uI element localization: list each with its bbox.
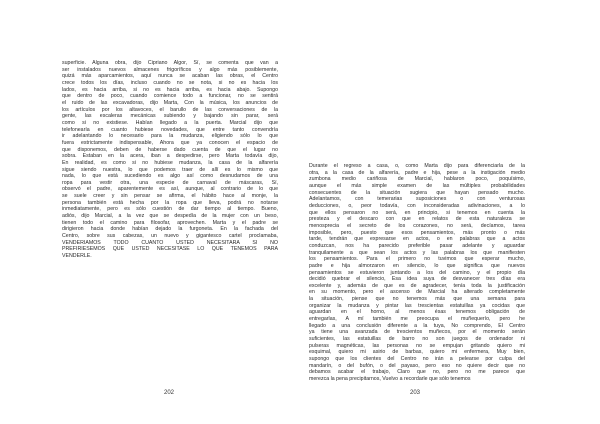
text-line: PREFIRIÉSEMOS QUE USTED NECESITASE LO QUE TENEMOS PARA: [62, 246, 278, 253]
text-line: lados, es hacia arriba, si no es hacia arriba, es hacia abajo. Supongo: [62, 86, 278, 93]
text-line: consecuentes de la situación sugiera que hayan pensado mucho.: [309, 189, 525, 196]
right-page: [300, 0, 600, 424]
text-line: observó el padre, aparentemente es así, aunque, al contrario de lo que: [62, 186, 278, 193]
text-line: los artículos por los altavoces, el barullo de las conversaciones de la: [62, 106, 278, 113]
text-line: nada, lo que está sucediendo es algo así como desnudarnos de una: [62, 173, 278, 180]
text-line: dirigieron hacia donde habían dejado la furgoneta. En la fachada del: [62, 226, 278, 233]
text-line: Centro, sobre sus cabezas, un nuevo y gigantesco cartel proclamaba,: [62, 233, 278, 240]
text-line: que dentro de poco, cuando comience todo a funcionar, no se sentirá: [62, 93, 278, 100]
text-line: la situación, piense que no tenemos más que una semana para: [309, 296, 525, 303]
text-line: quizá más aparcamientos, aquí nunca se acaban las obras, el Centro: [62, 73, 278, 80]
text-line: VENDERÍAMOS TODO CUANTO USTED NECESITARA SI NO: [62, 239, 278, 246]
text-line: Durante el regreso a casa, o, como Marta dijo para diferenciarla de la: [309, 163, 525, 169]
text-line: decidió quebrar el silencio, Esa idea suya de desvanecer tres días era: [309, 276, 525, 283]
text-line: conduzcan, nos ha parecido preferible pasar adelante y aguardar: [309, 242, 525, 249]
text-line: sobra. Estaban en la acera, iban a despedirse, pero Marta todavía dijo,: [62, 153, 278, 160]
right-page-text: [309, 163, 525, 383]
right-page-number: 203: [410, 390, 421, 396]
text-line: tranquilamente a que sean los actos y las palabras los que manifiesten: [309, 249, 525, 256]
text-line: suficientes, las estatuillas de barro no son juegos de ordenador ni: [309, 336, 525, 343]
text-line: se suele creer y sin pensar se afirma, el hábito hace al monje, la: [62, 193, 278, 200]
text-line: persona también está hecha por la ropa que lleva, podrá no notarse: [62, 199, 278, 206]
text-line: gente, las escaleras mecánicas subiendo y bajando sin parar, será: [62, 113, 278, 120]
text-line: organizar la mudanza y pintar las trescientas estatuillas ya cocidas que: [309, 302, 525, 309]
text-line: merezca la pena precipitarnos, Vuelvo a recordarle que sólo tenemos: [309, 376, 471, 382]
text-line: sigue siendo nuestra, lo que podemos traer de allí es lo mismo que: [62, 166, 278, 173]
text-line: llegado a una conclusión diferente a la tuya, No comprendo, El Centro: [309, 322, 525, 329]
text-line: otra, a la casa de la alfarería, padre e hija, pese a la instigación medio: [309, 169, 525, 176]
left-page-text: [62, 60, 278, 260]
text-line: fuera estrictamente indispensable, Ahora que ya conocen el espacio de: [62, 139, 278, 146]
text-line: ropa para vestir otra, una especie de carnaval de máscaras, Sí,: [62, 179, 278, 186]
text-line: Adelantamos, con temerarias suposiciones o con venturosas: [309, 196, 525, 203]
text-line: mandarín, o del bufón, o del payaso, pero eso no quiere decir que no: [309, 362, 525, 369]
text-line: los pensamientos. Para el primero no tuvimos que esperar mucho,: [309, 256, 525, 263]
text-line: que ellos pensaron no será, en principio, si tenemos en cuenta la: [309, 209, 525, 216]
text-line: ya tiene una avanzada de trescientos muñecos, por el momento serán: [309, 329, 525, 336]
text-line: superficie. Alguna obra, dijo Cipriano Algor, Sí, se comenta que van a: [62, 60, 278, 66]
text-line: aunque el más simple examen de las múltiples probabilidades: [309, 182, 525, 189]
text-line: imposible, pero, puesto que esos pensamientos, más pronto o más: [309, 229, 525, 236]
text-line: padre e hija almorzaron en silencio, lo que significa que nuevos: [309, 262, 525, 269]
text-line: debamos acabar el trabajo, Claro que no, pero no me parece que: [309, 369, 525, 376]
text-line: pulseras magnéticas, las personas no se empujan gritando quiero mi: [309, 342, 525, 349]
text-line: excelente y, además de que es de agradecer, tenía toda la justificación: [309, 282, 525, 289]
text-line: En realidad, es como si no hubiese mudanza, la casa de la alfarería: [62, 159, 278, 166]
text-line: inmediatamente, pero es sólo cuestión de dar tiempo al tiempo. Bueno,: [62, 206, 278, 213]
text-line: tarde, tendrán que expresarse en actos, o en palabras que a actos: [309, 236, 525, 243]
left-page-number: 202: [164, 390, 175, 396]
text-line: telefonearía en cuanto hubiese novedades, que entre tanto convendría: [62, 126, 278, 133]
text-line: presteza y el descaro con que en relatos de esta naturaleza se: [309, 216, 525, 223]
text-line: esquimal, quiero mi asirio de barbas, quiero mi enfermera, Muy bien,: [309, 349, 525, 356]
text-line: ir adelantando lo necesario para la mudanza, eligiendo sólo lo que: [62, 133, 278, 140]
text-line: entregarlas, A mí también me preocupa el muñequerío, pero he: [309, 316, 525, 323]
text-line: ser instalados nuevos almacenes frigoríficos y algo más posiblemente,: [62, 66, 278, 73]
text-line: pensamientos se estuvieron juntando a los del camino, y el propio día: [309, 269, 525, 276]
text-line: el ruido de las excavadoras, dijo Marta, Con la música, los anuncios de: [62, 99, 278, 106]
text-line: crece todos los días, incluso cuando no se nota, si no es hacia los: [62, 79, 278, 86]
text-line: como si no existiese. Habían llegado a la puerta. Marcial dijo que: [62, 119, 278, 126]
text-line: supongo que los clientes del Centro no irán a pelearse por culpa del: [309, 356, 525, 363]
text-line: que disponemos, deben de haberse dado cuenta de que el lugar no: [62, 146, 278, 153]
text-line: tienen todo el camino para filosofar, aprovechen. Marta y el padre se: [62, 219, 278, 226]
text-line: adiós, dijo Marcial, a la vez que se despedía de la mujer con un beso,: [62, 213, 278, 220]
text-line: menosprecia el secreto de los corazones, no será, decíamos, tarea: [309, 222, 525, 229]
text-line: zumbona medio cariñosa de Marcial, hablaron poco, poquísimo,: [309, 176, 525, 183]
text-line: deducciones, o, peor todavía, con inconsideradas adivinaciones, a lo: [309, 202, 525, 209]
text-line: VENDERLE.: [62, 253, 92, 260]
text-line: aguardan en el horno, al menos ésas tenemos obligación de: [309, 309, 525, 316]
text-line: en su momento, pero el ascenso de Marcial ha alterado completamente: [309, 289, 525, 296]
